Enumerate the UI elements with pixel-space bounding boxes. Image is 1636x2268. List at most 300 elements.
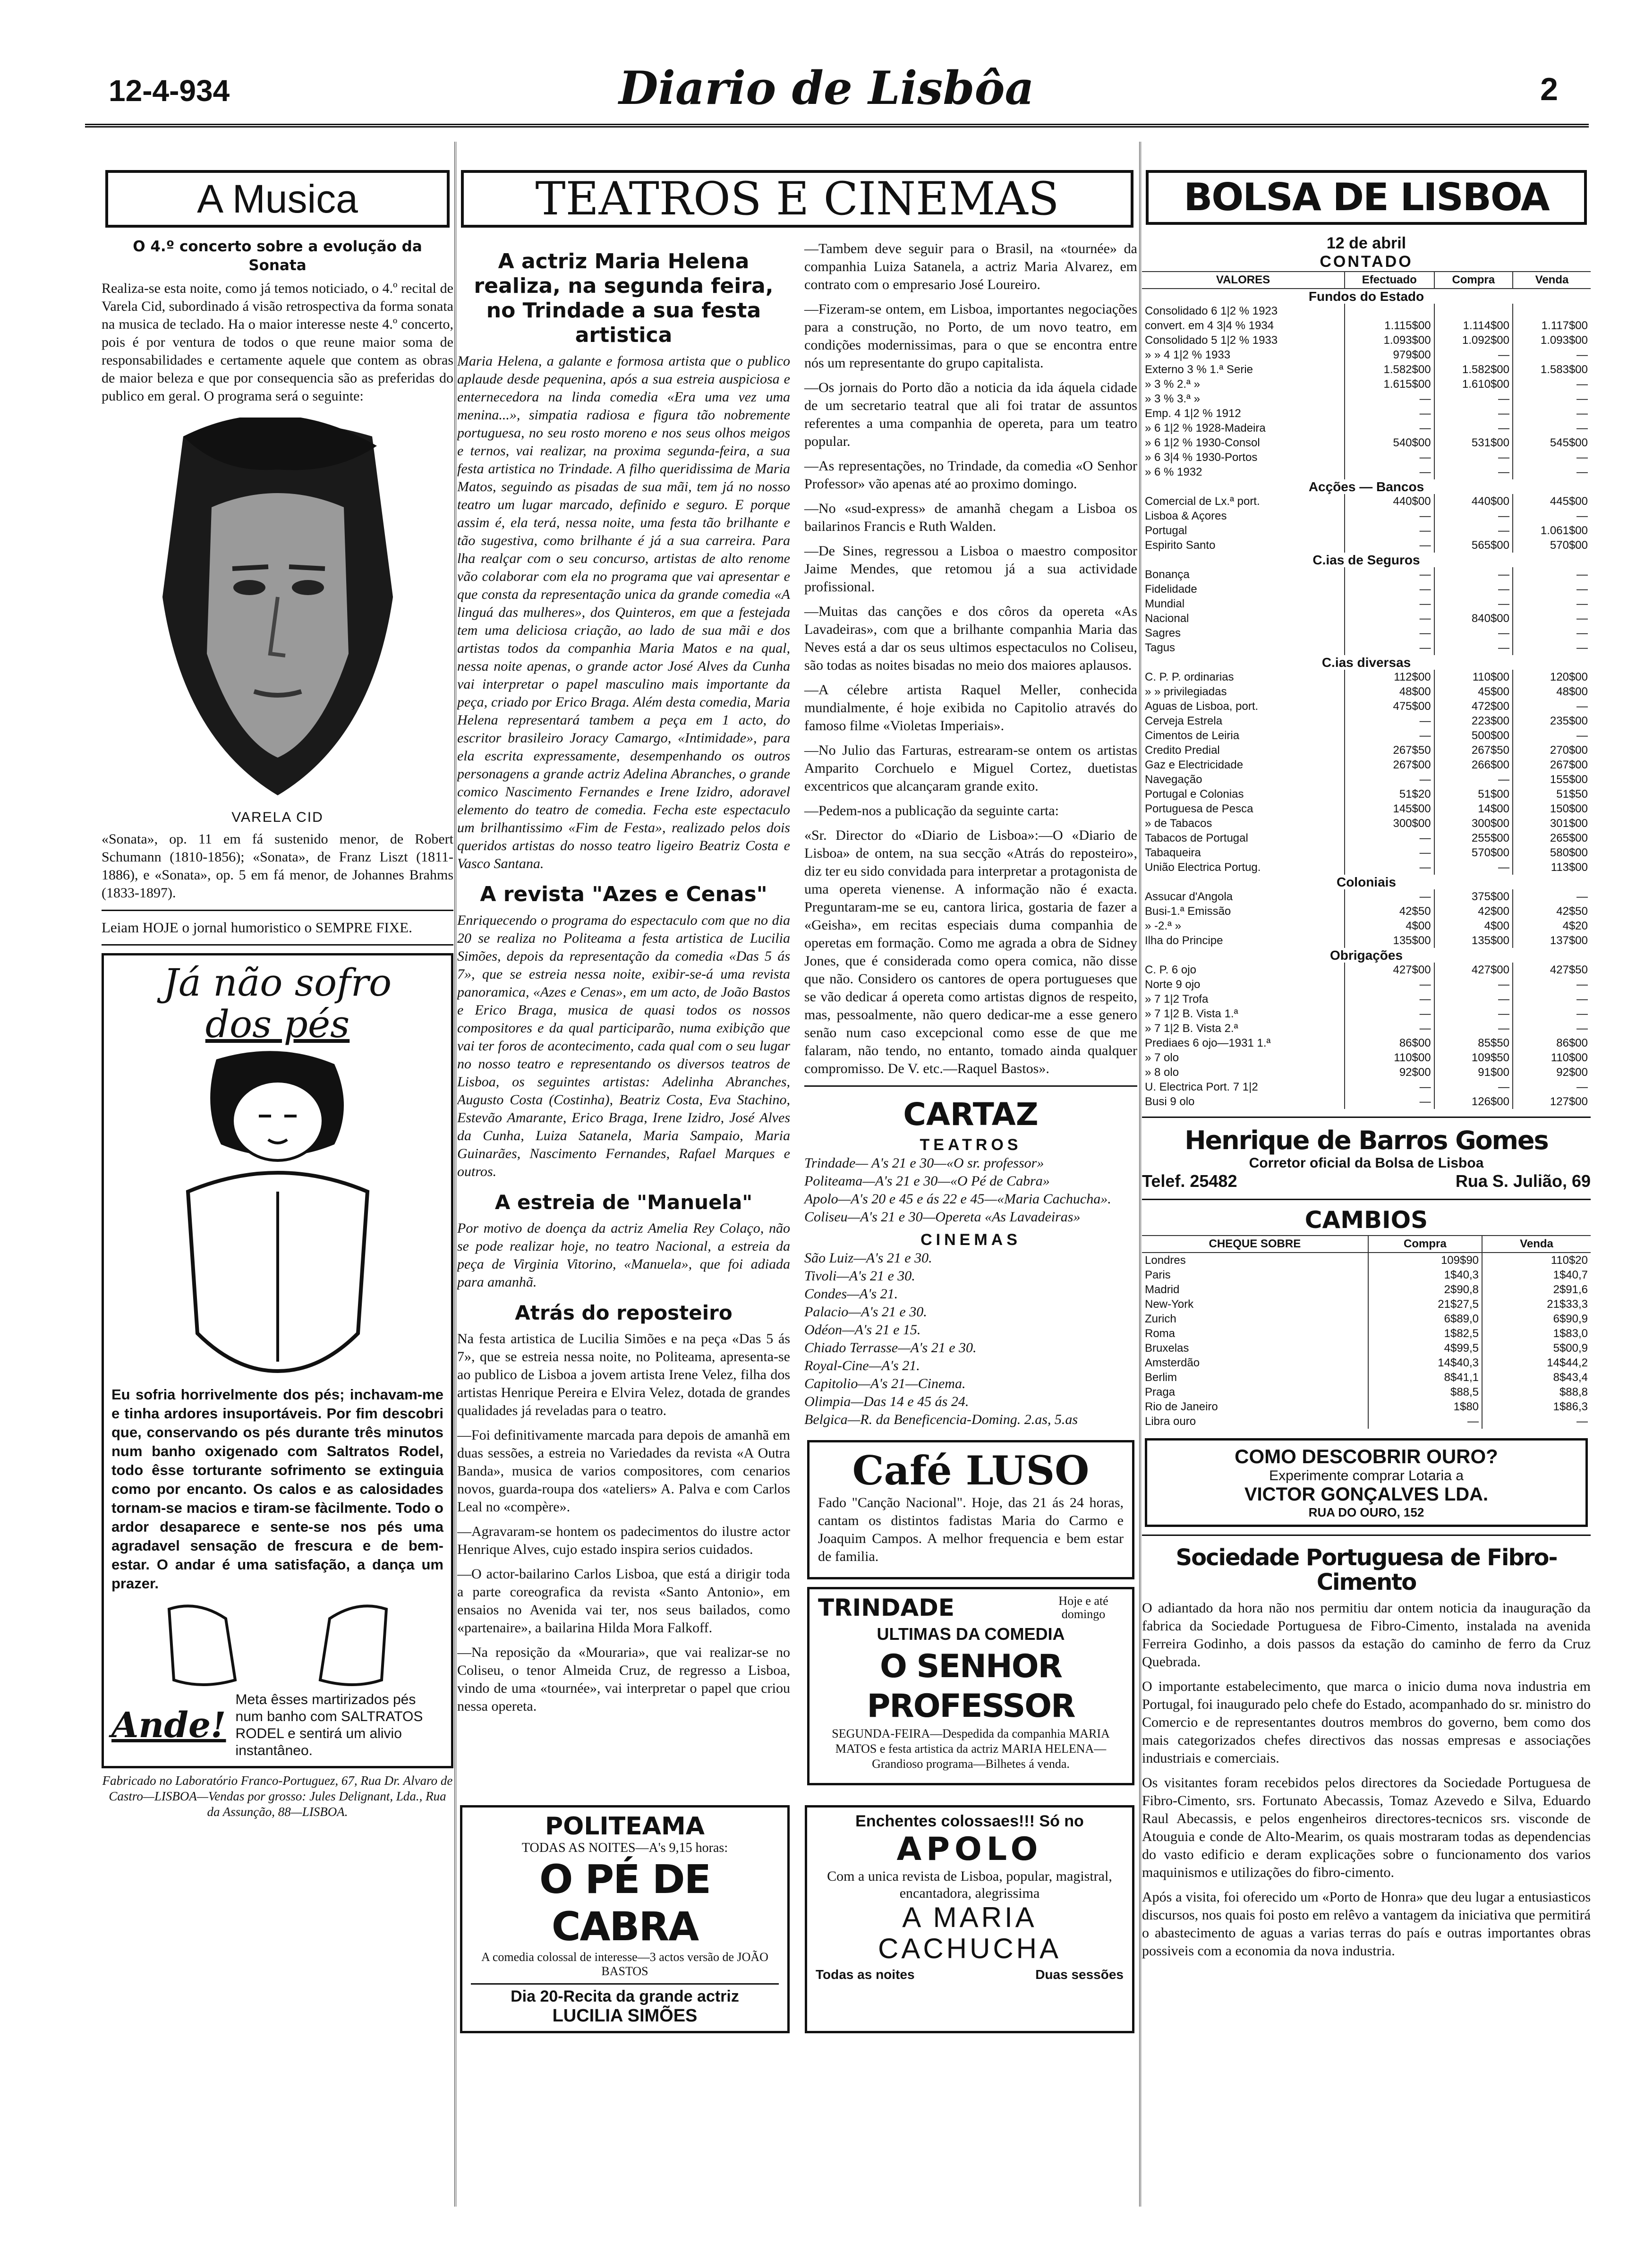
bolsa-price: 445$00 <box>1513 494 1591 509</box>
bolsa-row <box>1142 860 1591 875</box>
bolsa-column-header: Compra <box>1434 272 1513 289</box>
bolsa-price: — <box>1434 640 1513 655</box>
bolsa-table <box>1142 271 1591 1109</box>
bolsa-price: — <box>1434 392 1513 406</box>
politeama-desc: A comedia colossal de interesse—3 actos versão de JOÃO BASTOS <box>481 1950 768 1978</box>
bolsa-price: 135$00 <box>1345 933 1434 948</box>
column-middle <box>457 142 1137 2211</box>
bolsa-price: — <box>1345 567 1434 582</box>
bolsa-price: 48$00 <box>1513 684 1591 699</box>
bolsa-row <box>1142 450 1591 465</box>
cambios-row <box>1142 1282 1591 1297</box>
bolsa-price: — <box>1513 1021 1591 1036</box>
bolsa-price: — <box>1513 1080 1591 1094</box>
cambios-city: Rio de Janeiro <box>1145 1400 1218 1413</box>
bolsa-section-title: Coloniais <box>1336 875 1396 889</box>
cartaz-entry: Olimpia—Das 14 e 45 ás 24. <box>804 1394 969 1409</box>
apolo-footer <box>816 1967 1124 1982</box>
article-reposteiro-paragraph: —Foi definitivamente marcada para depois de amanhã em duas sessões, a estreia no Variedades da revista «A Outra Banda», musica de varios compositores, com cenarios novos, guarda-roupa dos «ateliers» A. Palva e com Carlos Leal no «compère». <box>457 1427 790 1515</box>
bolsa-price: 127$00 <box>1513 1094 1591 1109</box>
bolsa-security-name: » 6 % 1932 <box>1145 466 1202 478</box>
bolsa-price: 137$00 <box>1513 933 1591 948</box>
bolsa-price: 472$00 <box>1434 699 1513 714</box>
lotaria-line: Experimente comprar Lotaria a <box>1269 1468 1464 1484</box>
bolsa-price: — <box>1345 1006 1434 1021</box>
bolsa-row <box>1142 845 1591 860</box>
bolsa-price: 51$00 <box>1434 787 1513 801</box>
cambios-city: Praga <box>1145 1386 1176 1398</box>
bolsa-price: 110$00 <box>1345 1050 1434 1065</box>
bolsa-price: — <box>1513 611 1591 626</box>
bolsa-section-row <box>1142 655 1591 670</box>
woman-feet-illustration <box>131 1050 424 1381</box>
bolsa-price: — <box>1434 626 1513 640</box>
bolsa-price: 223$00 <box>1434 714 1513 728</box>
bolsa-security-name: » 7 1|2 B. Vista 2.ª <box>1145 1022 1238 1035</box>
bolsa-price: — <box>1513 421 1591 435</box>
cartaz-entry: São Luiz—A's 21 e 30. <box>804 1250 932 1266</box>
bolsa-security-name: Consolidado 6 1|2 % 1923 <box>1145 305 1278 317</box>
bolsa-price: 42$50 <box>1513 904 1591 919</box>
bolsa-price: — <box>1513 348 1591 362</box>
bolsa-price: — <box>1345 1094 1434 1109</box>
bolsa-price: — <box>1345 450 1434 465</box>
cambios-heading: CAMBIOS <box>1304 1206 1428 1234</box>
bolsa-price: — <box>1345 1021 1434 1036</box>
bolsa-date: 12 de abril <box>1326 234 1406 252</box>
bolsa-security-name: » 6 1|2 % 1928-Madeira <box>1145 422 1266 435</box>
bolsa-section-row <box>1142 289 1591 304</box>
saltratos-manufacturer: Fabricado no Laboratório Franco-Portuguez, 67, Rua Dr. Alvaro de Castro—LISBOA—Vendas por grosso: Jules Delignant, Lda., Rua da Assunção, 88—LISBOA. <box>102 1773 453 1819</box>
ande-slogan: Ande! <box>111 1705 226 1746</box>
cambios-row <box>1142 1385 1591 1399</box>
bolsa-price: — <box>1345 640 1434 655</box>
bolsa-price: — <box>1434 450 1513 465</box>
bolsa-price: 4$00 <box>1434 919 1513 933</box>
bolsa-price: 4$00 <box>1345 919 1434 933</box>
bolsa-price: 531$00 <box>1434 435 1513 450</box>
cambios-rate: 14$40,3 <box>1368 1356 1482 1370</box>
fibro-paragraph: O adiantado da hora não nos permitiu dar ontem noticia da inauguração da fabrica da Sociedade Portuguesa de Fibro-Cimento, instalada na avenida Ferreira Godinho, a dois passos da estação do caminho de ferro da Cruz Quebrada. <box>1142 1600 1591 1670</box>
cambios-rate: 1$80 <box>1368 1399 1482 1414</box>
bolsa-price: — <box>1434 582 1513 597</box>
bolsa-security-name: Mundial <box>1145 597 1185 610</box>
bolsa-price: 113$00 <box>1513 860 1591 875</box>
bolsa-price: 267$00 <box>1513 758 1591 772</box>
apolo-play: A MARIA CACHUCHA <box>878 1901 1062 1964</box>
bolsa-row <box>1142 743 1591 758</box>
news-item: —As representações, no Trindade, da comedia «O Senhor Professor» vão apenas até ao proximo domingo. <box>804 458 1137 492</box>
bolsa-price: — <box>1345 626 1434 640</box>
bolsa-price: 580$00 <box>1513 845 1591 860</box>
page-number: 2 <box>1540 71 1558 107</box>
bolsa-price: 267$50 <box>1345 743 1434 758</box>
sempre-fixe-promo: Leiam HOJE o jornal humoristico o SEMPRE FIXE. <box>102 919 412 936</box>
raquel-bastos-letter: «Sr. Director do «Diario de Lisboa»:—O «Diario de Lisboa» de ontem, na sua secção «Atrás do reposteiro», diz ter eu sido convidada para interpretar a protagonista de uma opereta vienense. A informação não é exacta. Preguntaram-me se eu, cantora lirica, gostaria de fazer a «Geisha», em recitas especiais duma companhia de operetas em formação. Como me agrada a obra de Sidney Jones, que é considerada como opera comica, não disse que não. Considero os cantores de opera portugueses que se vão dedicar á opereta como artistas dignos de respeito, mas, pessoalmente, não quero dedicar-me a esse genero senão num caso excepcional como esse de que me falaram, não tendo, no entanto, tomado ainda qualquer compromisso. De V. etc.—Raquel Bastos». <box>804 827 1137 1076</box>
column-left <box>102 142 453 2211</box>
apolo-right: Duas sessões <box>1035 1967 1124 1982</box>
bolsa-price: — <box>1345 611 1434 626</box>
bolsa-price: 1.117$00 <box>1513 318 1591 333</box>
bolsa-price: — <box>1513 567 1591 582</box>
fibro-heading: Sociedade Portuguesa de Fibro-Cimento <box>1176 1544 1557 1595</box>
bolsa-price: 267$50 <box>1434 743 1513 758</box>
article-reposteiro-title: Atrás do reposteiro <box>515 1301 733 1324</box>
bolsa-security-name: Prediaes 6 ojo—1931 1.ª <box>1145 1037 1271 1049</box>
article-azes-title: A revista "Azes e Cenas" <box>480 882 767 906</box>
bolsa-row <box>1142 714 1591 728</box>
bolsa-row <box>1142 1065 1591 1080</box>
bolsa-security-name: Lisboa & Açores <box>1145 510 1227 522</box>
bolsa-price: 42$50 <box>1345 904 1434 919</box>
bolsa-price <box>1345 304 1434 318</box>
bolsa-row <box>1142 1094 1591 1109</box>
teatros-columns <box>457 240 1137 1793</box>
bolsa-price: — <box>1434 772 1513 787</box>
bolsa-row <box>1142 333 1591 348</box>
bolsa-price: 270$00 <box>1513 743 1591 758</box>
bolsa-price: — <box>1513 465 1591 479</box>
cartaz-entry: Apolo—A's 20 e 45 e ás 22 e 45—«Maria Cachucha». <box>804 1191 1111 1207</box>
bolsa-price: 14$00 <box>1434 801 1513 816</box>
bolsa-security-name: » 8 olo <box>1145 1066 1179 1079</box>
bolsa-heading: BOLSA DE LISBOA <box>1146 170 1587 225</box>
bolsa-price: — <box>1513 626 1591 640</box>
bolsa-price: — <box>1513 992 1591 1006</box>
trindade-ad <box>807 1587 1134 1785</box>
bolsa-price: 375$00 <box>1434 889 1513 904</box>
bolsa-price: 540$00 <box>1345 435 1434 450</box>
bare-feet-illustration <box>131 1600 424 1689</box>
bolsa-price: 565$00 <box>1434 538 1513 553</box>
bolsa-price: — <box>1345 465 1434 479</box>
bolsa-price: — <box>1345 509 1434 523</box>
cambios-rate: $88,8 <box>1482 1385 1591 1399</box>
cartaz-heading: CARTAZ <box>903 1096 1039 1133</box>
bolsa-price: — <box>1345 538 1434 553</box>
bolsa-price: — <box>1345 597 1434 611</box>
bolsa-row <box>1142 963 1591 977</box>
cartaz-teatros-label: TEATROS <box>920 1136 1022 1154</box>
news-item: —No Julio das Farturas, estrearam-se ontem os artistas Amparito Corchuelo e Miguel Cortez, duetistas excentricos que alcançaram grande exito. <box>804 742 1137 794</box>
bolsa-price: 255$00 <box>1434 831 1513 845</box>
bolsa-row <box>1142 728 1591 743</box>
bolsa-security-name: Norte 9 ojo <box>1145 978 1201 991</box>
cambios-rate: — <box>1482 1414 1591 1429</box>
news-item: —De Sines, regressou a Lisboa o maestro compositor Jaime Mendes, que retomou já a sua actividade profissional. <box>804 543 1137 595</box>
bolsa-security-name: Tabaqueira <box>1145 846 1201 859</box>
bolsa-security-name: Navegação <box>1145 773 1202 786</box>
varela-cid-portrait <box>145 418 410 805</box>
bolsa-price: — <box>1513 509 1591 523</box>
bolsa-security-name: Ilha do Principe <box>1145 934 1223 947</box>
lotaria-ad <box>1145 1438 1588 1527</box>
bolsa-security-name: Cimentos de Leiria <box>1145 729 1240 742</box>
barros-gomes-contact <box>1142 1171 1591 1191</box>
bolsa-price: — <box>1434 1080 1513 1094</box>
bolsa-price: — <box>1434 406 1513 421</box>
bolsa-price: 1.061$00 <box>1513 523 1591 538</box>
bolsa-price: — <box>1345 772 1434 787</box>
bolsa-security-name: Consolidado 5 1|2 % 1933 <box>1145 334 1278 347</box>
bolsa-row <box>1142 889 1591 904</box>
news-item: —Pedem-nos a publicação da seguinte carta: <box>804 803 1059 819</box>
bolsa-price: — <box>1513 1006 1591 1021</box>
bolsa-price: — <box>1513 699 1591 714</box>
bolsa-row <box>1142 831 1591 845</box>
bolsa-price: 979$00 <box>1345 348 1434 362</box>
cambios-rate: — <box>1368 1414 1482 1429</box>
bolsa-security-name: » 7 olo <box>1145 1051 1179 1064</box>
cambios-row <box>1142 1370 1591 1385</box>
bolsa-price: — <box>1434 977 1513 992</box>
bolsa-price: 1.610$00 <box>1434 377 1513 392</box>
cambios-rate: $88,5 <box>1368 1385 1482 1399</box>
bolsa-row <box>1142 362 1591 377</box>
bolsa-security-name: Tabacos de Portugal <box>1145 832 1248 844</box>
bolsa-price: 1.092$00 <box>1434 333 1513 348</box>
bolsa-price <box>1434 304 1513 318</box>
bolsa-security-name: » -2.ª » <box>1145 920 1181 932</box>
trindade-note: Hoje e até domingo <box>1058 1594 1108 1621</box>
divider <box>102 944 453 946</box>
cafe-luso-body: Fado "Canção Nacional". Hoje, das 21 ás 24 horas, cantam os distintos fadistas Maria do Carmo e Joaquim Campos. A melhor frequencia e bem estar de familia. <box>818 1495 1124 1564</box>
article-reposteiro-body: Na festa artistica de Lucilia Simões e na peça «Das 5 ás 7», que se estreia nessa noite, no Politeama, apresenta-se ao publico de Lisboa a jovem artista Irene Velez, filha dos artistas Henrique Pereira e Elvira Velez, dotada de grandes qualidades já reveladas para o teatro. <box>457 1331 790 1418</box>
bolsa-price: 155$00 <box>1513 772 1591 787</box>
bolsa-price: 126$00 <box>1434 1094 1513 1109</box>
bolsa-row <box>1142 772 1591 787</box>
cambios-city: New-York <box>1145 1298 1194 1311</box>
bolsa-price: — <box>1434 421 1513 435</box>
bolsa-column-header: Venda <box>1513 272 1591 289</box>
cambios-rate: 21$33,3 <box>1482 1297 1591 1312</box>
bolsa-row <box>1142 582 1591 597</box>
apolo-desc: Com a unica revista de Lisboa, popular, magistral, encantadora, alegrissima <box>827 1868 1112 1901</box>
bolsa-price: 1.114$00 <box>1434 318 1513 333</box>
article-manuela-title: A estreia de "Manuela" <box>494 1191 753 1214</box>
bolsa-price: — <box>1345 406 1434 421</box>
bolsa-price: 267$00 <box>1345 758 1434 772</box>
bolsa-row <box>1142 816 1591 831</box>
bolsa-price: — <box>1345 992 1434 1006</box>
bolsa-price: — <box>1434 1006 1513 1021</box>
apolo-name: APOLO <box>896 1831 1043 1868</box>
politeama-play: O PÉ DE CABRA <box>539 1856 710 1950</box>
column-right <box>1142 142 1591 2211</box>
bolsa-price: 110$00 <box>1434 670 1513 684</box>
bolsa-price: — <box>1434 509 1513 523</box>
newspaper-title: Diario de Lisbôa <box>619 61 1034 115</box>
cambios-city: Libra ouro <box>1145 1415 1196 1428</box>
bolsa-row <box>1142 538 1591 553</box>
cambios-rate: 14$44,2 <box>1482 1356 1591 1370</box>
news-item: —Muitas das canções e dos côros da opereta «As Lavadeiras», com que a brilhante companhia Maria das Neves está a dar os seus ultimos espectaculos no Coliseu, são todas as noites bisadas no meio dos maiores aplausos. <box>804 604 1137 673</box>
cambios-row <box>1142 1399 1591 1414</box>
saltratos-footer-line <box>111 1691 443 1759</box>
cambios-rate: 109$90 <box>1368 1253 1482 1268</box>
bolsa-security-name: Externo 3 % 1.ª Serie <box>1145 363 1253 376</box>
cartaz-entry: Palacio—A's 21 e 30. <box>804 1304 927 1320</box>
bolsa-price: 135$00 <box>1434 933 1513 948</box>
cambios-city: Madrid <box>1145 1283 1180 1296</box>
trindade-line: ULTIMAS DA COMEDIA <box>877 1624 1065 1644</box>
bolsa-price: — <box>1434 992 1513 1006</box>
bolsa-row <box>1142 421 1591 435</box>
bolsa-security-name: Busi 9 olo <box>1145 1095 1195 1108</box>
cambios-column-header: Venda <box>1482 1236 1591 1253</box>
bolsa-security-name: » 3 % 3.ª » <box>1145 392 1200 405</box>
trindade-name: TRINDADE <box>818 1594 954 1621</box>
fibro-paragraph: O importante estabelecimento, que marca o inicio duma nova industria em Portugal, foi inaugurado pelo chefe do Estado, acompanhado do sr. ministro do Comercio e de representantes doutros membros do governo, bem como dos mais categorizados chefes directivos das nossas empresas e associações industriais e comerciais. <box>1142 1679 1591 1766</box>
bolsa-row <box>1142 1036 1591 1050</box>
cartaz-cinemas-label: CINEMAS <box>920 1231 1021 1249</box>
bolsa-price: 265$00 <box>1513 831 1591 845</box>
teatros-column-b <box>804 240 1137 1793</box>
bolsa-security-name: » 6 3|4 % 1930-Portos <box>1145 451 1258 464</box>
bolsa-row <box>1142 684 1591 699</box>
bolsa-row <box>1142 348 1591 362</box>
cambios-row <box>1142 1326 1591 1341</box>
cartaz-entry: Capitolio—A's 21—Cinema. <box>804 1376 966 1391</box>
theatre-ads-row <box>457 1798 1137 2041</box>
article-manuela-body: Por motivo de doença da actriz Amelia Rey Colaço, não se pode realizar hoje, no teatro Nacional, a estreia da peça de Virginia Vitorino, «Manuela», que foi adiada para amanhã. <box>457 1220 790 1290</box>
bolsa-security-name: Portugal e Colonias <box>1145 788 1244 801</box>
bolsa-security-name: Busi-1.ª Emissão <box>1145 905 1231 918</box>
bolsa-price: 91$00 <box>1434 1065 1513 1080</box>
cafe-luso-ad <box>807 1440 1134 1579</box>
bolsa-section-title: C.ias diversas <box>1321 655 1411 670</box>
apolo-top: Enchentes colossaes!!! Só no <box>855 1812 1084 1830</box>
bolsa-price: — <box>1434 348 1513 362</box>
bolsa-security-name: U. Electrica Port. 7 1|2 <box>1145 1081 1258 1093</box>
bolsa-security-name: Gaz e Electricidade <box>1145 759 1244 771</box>
cambios-row <box>1142 1312 1591 1326</box>
bolsa-price: — <box>1513 582 1591 597</box>
bolsa-price: 266$00 <box>1434 758 1513 772</box>
cambios-rate: 6$90,9 <box>1482 1312 1591 1326</box>
bolsa-price: 86$00 <box>1345 1036 1434 1050</box>
bolsa-security-name: » » privilegiadas <box>1145 685 1227 698</box>
bolsa-row <box>1142 1006 1591 1021</box>
cambios-row <box>1142 1356 1591 1370</box>
bolsa-price: 1.093$00 <box>1345 333 1434 348</box>
barros-gomes-ad <box>1142 1125 1591 1191</box>
bolsa-security-name: Nacional <box>1145 612 1189 625</box>
cambios-row <box>1142 1341 1591 1356</box>
cambios-rate: 21$27,5 <box>1368 1297 1482 1312</box>
article-reposteiro-paragraph: —Na reposição da «Mouraria», que vai realizar-se no Coliseu, o tenor Almeida Cruz, de regresso a Lisboa, vindo de uma «tournée», vai interpretar o papel que criou nessa opereta. <box>457 1645 790 1714</box>
bolsa-price: — <box>1434 465 1513 479</box>
bolsa-security-name: Credito Predial <box>1145 744 1220 757</box>
bolsa-security-name: C. P. P. ordinarias <box>1145 671 1234 683</box>
bolsa-security-name: » » 4 1|2 % 1933 <box>1145 349 1231 361</box>
bolsa-price: 48$00 <box>1345 684 1434 699</box>
bolsa-price: — <box>1513 377 1591 392</box>
bolsa-price: 300$00 <box>1434 816 1513 831</box>
news-item: —Os jornais do Porto dão a noticia da ida áquela cidade de um secretario teatral que ali foi tratar de assuntos referentes a uma companhia de opereta, para um teatro popular. <box>804 380 1137 449</box>
bolsa-security-name: » 7 1|2 Trofa <box>1145 993 1209 1006</box>
bolsa-security-name: Tagus <box>1145 641 1176 654</box>
bolsa-price: — <box>1513 406 1591 421</box>
bolsa-row <box>1142 494 1591 509</box>
bolsa-row <box>1142 509 1591 523</box>
bolsa-price: — <box>1345 728 1434 743</box>
cambios-rate: 1$40,3 <box>1368 1268 1482 1282</box>
bolsa-label: CONTADO <box>1320 253 1413 271</box>
cambios-rate: 5$00,9 <box>1482 1341 1591 1356</box>
bolsa-row <box>1142 435 1591 450</box>
bolsa-price: 150$00 <box>1513 801 1591 816</box>
bolsa-security-name: Sagres <box>1145 627 1181 639</box>
cambios-rate: 1$86,3 <box>1482 1399 1591 1414</box>
cartaz-entry: Tivoli—A's 21 e 30. <box>804 1268 915 1284</box>
bolsa-price: 440$00 <box>1434 494 1513 509</box>
bolsa-price: 145$00 <box>1345 801 1434 816</box>
cambios-rate: 2$91,6 <box>1482 1282 1591 1297</box>
cambios-row <box>1142 1253 1591 1268</box>
bolsa-section-row <box>1142 875 1591 889</box>
bolsa-price: — <box>1513 597 1591 611</box>
bolsa-section-title: Fundos do Estado <box>1308 289 1424 304</box>
bolsa-price: 86$00 <box>1513 1036 1591 1050</box>
cafe-luso-title: Café LUSO <box>852 1447 1090 1494</box>
musica-paragraph: Realiza-se esta noite, como já temos noticiado, o 4.º recital de Varela Cid, subordinado á visão retrospectiva da forma sonata na musica de teclado. Ha o maior interesse neste 4.º concerto, pois é por ventura de todos o que reune maior soma de responsabilidades e certamente aquele que contem as obras de maior beleza e que por consequencia são as preferidas do publico em geral. O programa será o seguinte: <box>102 281 453 404</box>
cambios-city: Berlim <box>1145 1371 1177 1384</box>
cambios-column-header: CHEQUE SOBRE <box>1142 1236 1368 1253</box>
bolsa-price: — <box>1345 860 1434 875</box>
bolsa-security-name: Assucar d'Angola <box>1145 890 1233 903</box>
teatros-heading: TEATROS E CINEMAS <box>461 170 1133 228</box>
bolsa-price: 427$00 <box>1434 963 1513 977</box>
bolsa-price: 45$00 <box>1434 684 1513 699</box>
bolsa-security-name: » 6 1|2 % 1930-Consol <box>1145 436 1260 449</box>
bolsa-price: — <box>1513 889 1591 904</box>
bolsa-row <box>1142 392 1591 406</box>
bolsa-row <box>1142 626 1591 640</box>
musica-heading: A Musica <box>105 170 450 228</box>
masthead-rule <box>85 124 1589 134</box>
cambios-rate: 110$20 <box>1482 1253 1591 1268</box>
trindade-header <box>818 1594 1124 1621</box>
bolsa-price: 92$00 <box>1345 1065 1434 1080</box>
bolsa-row <box>1142 919 1591 933</box>
cartaz-entry: Politeama—A's 21 e 30—«O Pé de Cabra» <box>804 1173 1050 1189</box>
cambios-rate: 8$41,1 <box>1368 1370 1482 1385</box>
bolsa-row <box>1142 523 1591 538</box>
cambios-city: Londres <box>1145 1254 1186 1267</box>
cartaz-entry: Trindade— A's 21 e 30—«O sr. professor» <box>804 1155 1044 1171</box>
article-maria-helena-title: A actriz Maria Helena realiza, na segunda feira, no Trindade a sua festa artistica <box>474 249 774 347</box>
barros-gomes-sub: Corretor oficial da Bolsa de Lisboa <box>1249 1155 1484 1171</box>
article-azes-body: Enriquecendo o programa do espectaculo com que no dia 20 se realiza no Politeama a festa artistica de Lucilia Simões, depois da representação da comedia «Das 5 ás 7», que se estreia nessa noite, exibir-se-á uma revista panoramica, «Azes e Cenas», em um acto, de João Bastos e Erico Braga, musica de quasi todos os nossos compositores e da qual participarão, numa exibição que vai ter foros de acontecimento, cada qual com o seu lugar no nosso teatro e representando os diversos teatros de Lisboa, os seguintes artistas: Adelinha Abranches, Augusto Costa (Costinha), Beatriz Costa, Eva Stachino, Estevão Amarante, Erico Braga, Irene Izidro, José Alves da Cunha, Luiza Satanela, Maria Sampaio, Maria Guinarães, Nascimento Fernandes, Rafael Marques e outros. <box>457 912 790 1179</box>
bolsa-price: 110$00 <box>1513 1050 1591 1065</box>
bolsa-price: — <box>1345 889 1434 904</box>
bolsa-row <box>1142 304 1591 318</box>
bolsa-price: 85$50 <box>1434 1036 1513 1050</box>
divider <box>1142 1199 1591 1200</box>
cambios-city: Paris <box>1145 1269 1171 1281</box>
saltratos-headline-2: dos pés <box>205 1002 350 1046</box>
politeama-name: POLITEAMA <box>545 1812 705 1841</box>
cambios-city: Bruxelas <box>1145 1342 1189 1355</box>
bolsa-price <box>1513 304 1591 318</box>
bolsa-price: 51$20 <box>1345 787 1434 801</box>
cambios-city: Zurich <box>1145 1313 1176 1325</box>
bolsa-security-name: » 7 1|2 B. Vista 1.ª <box>1145 1007 1238 1020</box>
barros-gomes-name: Henrique de Barros Gomes <box>1184 1125 1548 1155</box>
divider <box>804 1085 1137 1087</box>
politeama-footer: Dia 20-Recita da grande actriz <box>471 1983 779 2006</box>
